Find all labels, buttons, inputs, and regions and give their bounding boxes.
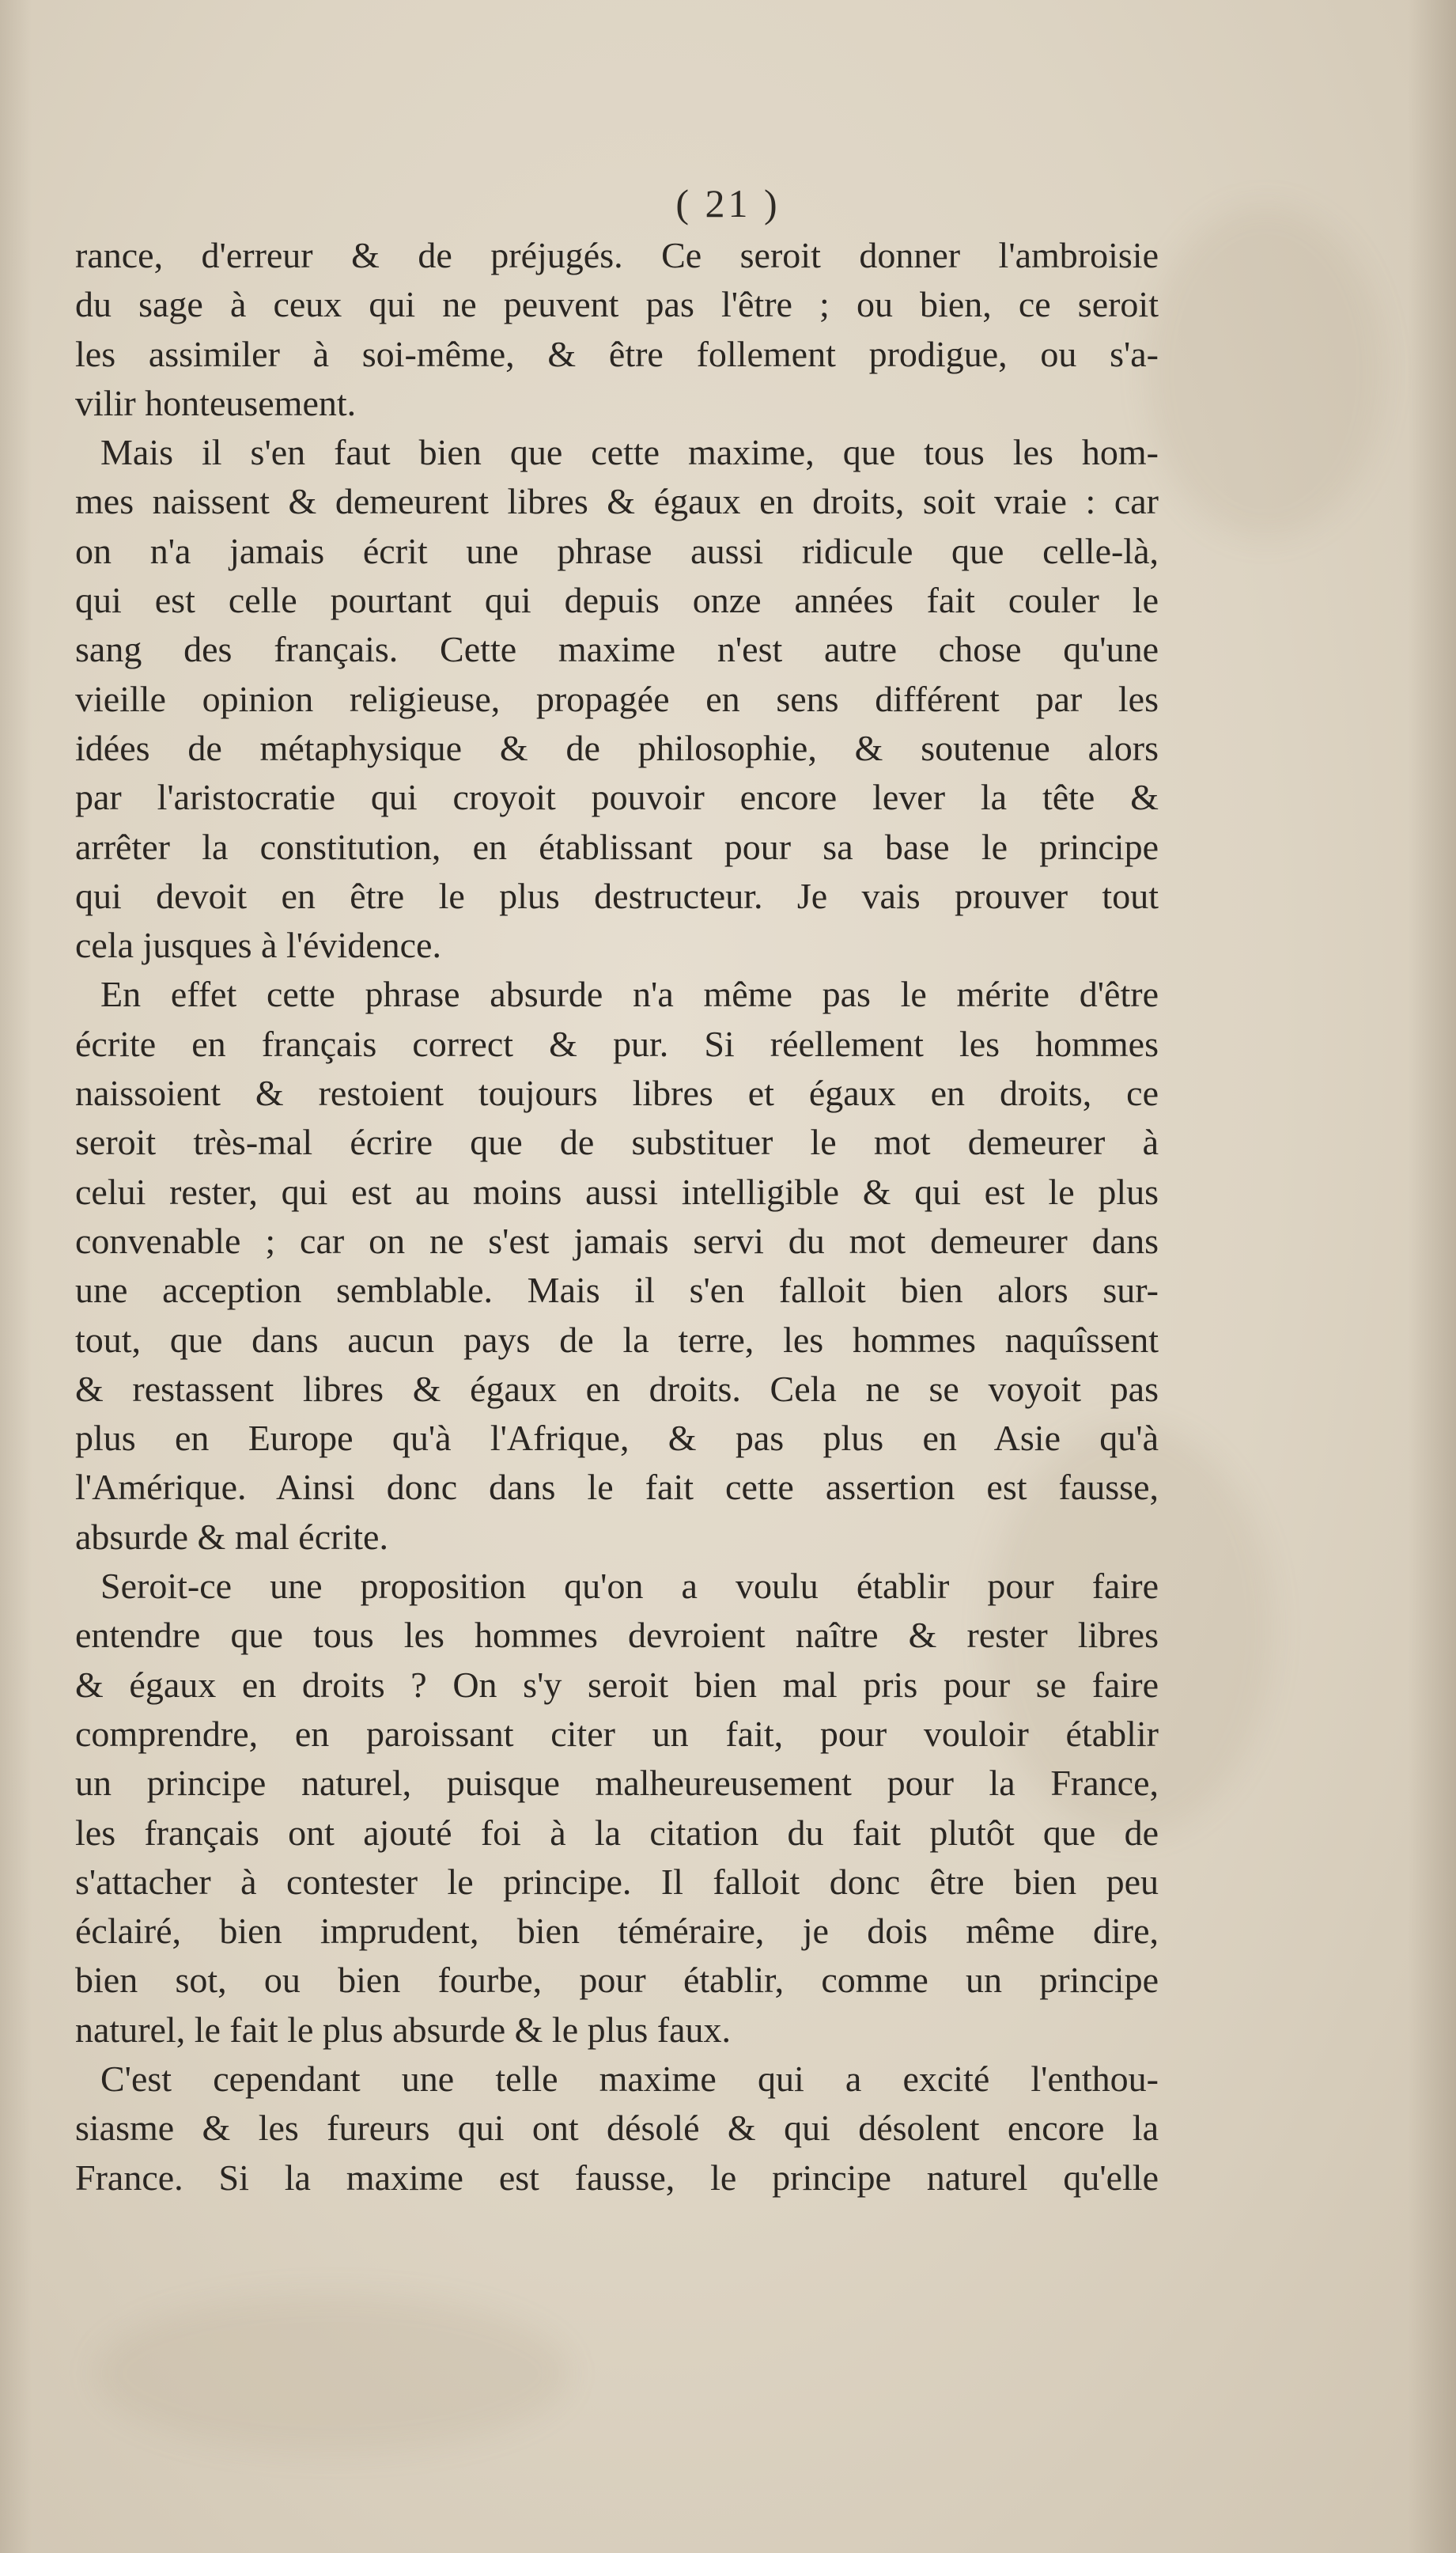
text-line: sang des français. Cette maxime n'est autre chose qu'une bbox=[75, 629, 1159, 670]
text-line: France. Si la maxime est fausse, le principe naturel qu'elle bbox=[75, 2157, 1159, 2198]
text-line: celui rester, qui est au moins aussi intelligible & qui est le plus bbox=[75, 1171, 1159, 1212]
text-line: qui devoit en être le plus destructeur. Je vais prouver tout bbox=[75, 875, 1159, 916]
text-line: convenable ; car on ne s'est jamais servi du mot demeurer dans bbox=[75, 1220, 1159, 1261]
text-line: les assimiler à soi-même, & être follement prodigue, ou s'a- bbox=[75, 333, 1159, 374]
text-line: écrite en français correct & pur. Si réellement les hommes bbox=[75, 1023, 1159, 1064]
page-number: ( 21 ) bbox=[675, 181, 781, 225]
text-line: tout, que dans aucun pays de la terre, les hommes naquîssent bbox=[75, 1319, 1159, 1360]
text-line: C'est cependant une telle maxime qui a excité l'enthou- bbox=[100, 2058, 1159, 2099]
text-line: En effet cette phrase absurde n'a même pas le mérite d'être bbox=[100, 974, 1159, 1015]
text-line: idées de métaphysique & de philosophie, & soutenue alors bbox=[75, 727, 1159, 768]
text-line: absurde & mal écrite. bbox=[75, 1516, 388, 1557]
text-line: l'Amérique. Ainsi donc dans le fait cette assertion est fausse, bbox=[75, 1467, 1159, 1508]
text-line: seroit très-mal écrire que de substituer le mot demeurer à bbox=[75, 1122, 1159, 1163]
text-line: les français ont ajouté foi à la citation du fait plutôt que de bbox=[75, 1812, 1159, 1853]
text-line: naturel, le fait le plus absurde & le plus faux. bbox=[75, 2009, 732, 2050]
text-line: une acception semblable. Mais il s'en falloit bien alors sur- bbox=[75, 1270, 1159, 1311]
body-text bbox=[75, 231, 1159, 2203]
text-line: vieille opinion religieuse, propagée en sens différent par les bbox=[75, 678, 1159, 719]
text-line: mes naissent & demeurent libres & égaux en droits, soit vraie : car bbox=[75, 481, 1159, 522]
text-line: s'attacher à contester le principe. Il falloit donc être bien peu bbox=[75, 1861, 1159, 1902]
text-line: comprendre, en paroissant citer un fait, pour vouloir établir bbox=[75, 1713, 1159, 1754]
text-line: Seroit-ce une proposition qu'on a voulu établir pour faire bbox=[100, 1566, 1159, 1607]
text-line: arrêter la constitution, en établissant pour sa base le principe bbox=[75, 826, 1159, 867]
text-line: rance, d'erreur & de préjugés. Ce seroit donner l'ambroisie bbox=[75, 235, 1159, 275]
text-line: éclairé, bien imprudent, bien téméraire, je dois même dire, bbox=[75, 1911, 1159, 1952]
text-line: & restassent libres & égaux en droits. Cela ne se voyoit pas bbox=[75, 1368, 1159, 1409]
text-line: du sage à ceux qui ne peuvent pas l'être ; ou bien, ce seroit bbox=[75, 284, 1159, 325]
text-line: entendre que tous les hommes devroient naître & rester libres bbox=[75, 1615, 1159, 1656]
text-line: naissoient & restoient toujours libres et égaux en droits, ce bbox=[75, 1073, 1159, 1114]
paper-stain bbox=[95, 2294, 569, 2453]
text-line: qui est celle pourtant qui depuis onze années fait couler le bbox=[75, 580, 1159, 621]
text-line: un principe naturel, puisque malheureusement pour la France, bbox=[75, 1763, 1159, 1804]
text-line: siasme & les fureurs qui ont désolé & qui désolent encore la bbox=[75, 2108, 1159, 2149]
text-line: vilir honteusement. bbox=[75, 382, 357, 423]
text-line: plus en Europe qu'à l'Afrique, & pas plus en Asie qu'à bbox=[75, 1418, 1159, 1459]
text-line: cela jusques à l'évidence. bbox=[75, 925, 441, 966]
text-line: par l'aristocratie qui croyoit pouvoir encore lever la tête & bbox=[75, 777, 1159, 818]
text-line: on n'a jamais écrit une phrase aussi ridicule que celle-là, bbox=[75, 530, 1159, 571]
text-line: bien sot, ou bien fourbe, pour établir, comme un principe bbox=[75, 1960, 1159, 2001]
paper-stain bbox=[1147, 206, 1384, 538]
text-line: & égaux en droits ? On s'y seroit bien mal pris pour se faire bbox=[75, 1664, 1159, 1705]
text-line: Mais il s'en faut bien que cette maxime, que tous les hom- bbox=[100, 432, 1159, 473]
